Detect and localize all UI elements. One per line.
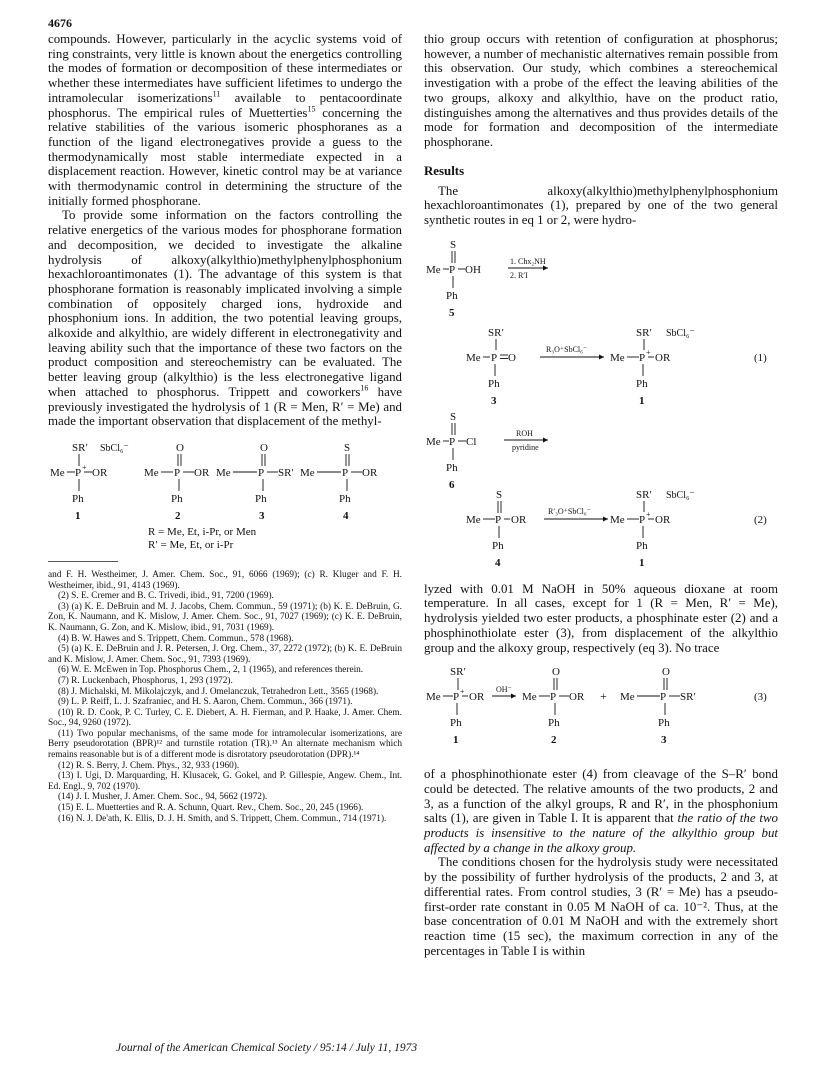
svg-text:OR: OR [194, 466, 210, 479]
svg-text:5: 5 [449, 306, 455, 319]
reference-item: and F. H. Westheimer, J. Amer. Chem. Soc., 91, 6066 (1969); (c) R. Kluger and F. H. Westheimer, ibid., 91, 4143 (1969). [48, 569, 402, 591]
svg-text:2: 2 [175, 509, 181, 522]
svg-text:P: P [639, 513, 646, 526]
svg-text:SR′: SR′ [680, 691, 696, 704]
eq2-reagent-1: ROH [516, 428, 533, 438]
eq1-reagent-2: 2. R′I [510, 270, 528, 280]
svg-text:S: S [496, 488, 503, 501]
svg-text:Me: Me [216, 466, 231, 479]
svg-text:O: O [176, 441, 184, 454]
structure-4 [300, 442, 378, 522]
svg-text:1: 1 [639, 556, 645, 569]
svg-text:Ph: Ph [636, 539, 648, 552]
left-paragraph-2: To provide some information on the factors controlling the relative energetics of the various modes for phosphorane formation and decomposition, we decided to investigate the alkaline hydrolysis of alkoxy(alkylthio)methylphenylphosphonium hexachloroantimonates (1). The advantage of this system is that phosphorane formation is reasonably implicated involving a simple combination of oppositely charged ions, hydroxide and phosphonium ions. In addition, the two potential leaving groups, alkoxide and alkylthio, are widely different in electronegativity and leaving ability such that the importance of these two factors on the product composition and stereochemistry can be evaluated. The better leaving group (alkylthio) is the less electronegative ligand when attached to phosphorus. Trippett and coworkers$^{16}$ have previously investigated the hydrolysis of 1 (R = Men, R′ = Me) and made the important observation that displacement of the methyl- [48, 208, 403, 429]
compound-2-eq3 [522, 666, 585, 746]
svg-text:6: 6 [449, 478, 455, 491]
reference-item: (16) N. J. De'ath, K. Ellis, D. J. H. Smith, and S. Trippett, Chem. Commun., 714 (1971). [58, 813, 387, 824]
svg-text:SR′: SR′ [488, 326, 504, 339]
svg-text:P: P [491, 351, 498, 364]
compound-1-eq3 [426, 666, 485, 746]
svg-text:Ph: Ph [548, 717, 560, 730]
svg-text:Ph: Ph [636, 377, 648, 390]
svg-text:Me: Me [620, 691, 635, 704]
svg-text:Ph: Ph [450, 717, 462, 730]
eq3-plus: + [600, 689, 607, 704]
eq2-number: (2) [754, 513, 767, 526]
svg-text:P: P [342, 466, 349, 479]
svg-text:Me: Me [426, 691, 441, 704]
structure-3 [216, 442, 294, 522]
reference-item: (2) S. E. Cremer and B. C. Trivedi, ibid., 91, 7200 (1969). [58, 591, 274, 602]
svg-text:OR: OR [469, 691, 485, 704]
svg-text:OR: OR [655, 351, 671, 364]
svg-text:P: P [449, 263, 456, 276]
svg-text:Me: Me [426, 435, 441, 448]
reference-item: (14) J. I. Musher, J. Amer. Chem. Soc., 94, 5662 (1972). [58, 792, 268, 803]
structure-legend-r: R = Me, Et, i-Pr, or Men [148, 525, 257, 538]
svg-text:+: + [82, 462, 87, 472]
results-heading: Results [424, 163, 465, 178]
svg-text:P: P [174, 466, 181, 479]
right-paragraph-4: of a phosphinothionate ester (4) from cleavage of the S–R′ bond could be detected. The relative amounts of the two products, 2 and 3, as a function of the alkyl groups, R and R′, in the phosphonium salts (1), are given in Table I. It is apparent that the ratio of the two products is insensitive to the nature of the alkylthio group but affected by a change in the alkoxy group. [424, 767, 778, 855]
svg-text:2: 2 [551, 734, 557, 747]
svg-text:+: + [646, 347, 651, 357]
references [48, 570, 402, 824]
right-paragraph-3: lyzed with 0.01 M NaOH in 50% aqueous dioxane at room temperature. In all cases, except for 1 (R = Men, R′ = Me), hydrolysis yielded two ester products, a phosphinate ester (2) and a phosphinothiolate ester (3), from displacement of the alkylthio group and the alkoxy group, respectively (eq 3). No trace [424, 581, 778, 655]
svg-text:P: P [258, 466, 265, 479]
svg-text:P: P [495, 513, 502, 526]
svg-text:S: S [344, 441, 351, 454]
reference-item: (7) R. Luckenbach, Phosphorus, 1, 293 (1972). [58, 675, 233, 686]
svg-text:3: 3 [491, 394, 497, 407]
svg-text:P: P [660, 691, 667, 704]
svg-text:OR: OR [92, 466, 108, 479]
eq3-number: (3) [754, 691, 767, 704]
svg-text:Ph: Ph [446, 461, 458, 474]
svg-text:P: P [449, 435, 456, 448]
svg-text:Me: Me [610, 351, 625, 364]
compound-1-eq1 [610, 327, 695, 407]
svg-text:P: P [639, 351, 646, 364]
reference-item: (9) L. P. Reiff, L. J. Szafraniec, and H. S. Aaron, Chem. Commun., 366 (1971). [58, 697, 353, 708]
svg-text:SR′: SR′ [72, 441, 88, 454]
svg-text:SR′: SR′ [278, 466, 294, 479]
svg-text:S: S [450, 238, 457, 251]
compound-3-eq3 [620, 666, 696, 746]
eq2-reagent: R′₃O⁺SbCl₆⁻ [548, 506, 591, 516]
equations-1-2 [424, 236, 778, 576]
structure-legend-r-prime: R′ = Me, Et, or i-Pr [148, 538, 234, 551]
svg-text:O: O [662, 666, 670, 679]
structure-2 [144, 442, 210, 522]
svg-text:SbCl₆⁻: SbCl₆⁻ [666, 327, 695, 339]
svg-text:Ph: Ph [488, 377, 500, 390]
svg-text:SbCl₆⁻: SbCl₆⁻ [666, 489, 695, 501]
svg-text:O: O [260, 441, 268, 454]
svg-text:O: O [552, 666, 560, 679]
reference-item: (13) I. Ugi, D. Marquarding, H. Klusacek, G. Gokel, and P. Gillespie, Angew. Chem., Int. Ed. Engl., 9, 702 (1970). [48, 771, 402, 792]
right-paragraph-2: The alkoxy(alkylthio)methylphenylphosphonium hexachloroantimonates (1), prepared by one of the two general synthetic routes in eq 1 or 2, were hydro- [424, 183, 778, 228]
svg-text:+: + [646, 509, 651, 519]
right-paragraph-1: thio group occurs with retention of configuration at phosphorus; however, a number of mechanistic alternatives remain possible from this observation. Our study, which combines a stereochemical investigation with a probe of the effect the leaving abilities of the two groups, alkoxy and alkylthio, have on the product ratio, distinguishes among the alternatives and thus provides details of the mode for formation and decomposition of the intermediate phosphorane. [424, 32, 778, 149]
svg-text:SR′: SR′ [636, 488, 652, 501]
structures-1-4 [48, 439, 402, 551]
compound-5 [426, 239, 481, 319]
svg-text:4: 4 [495, 556, 501, 569]
svg-text:Cl: Cl [466, 435, 477, 448]
reference-item: (15) E. L. Muetterties and R. A. Schunn, Quart. Rev., Chem. Soc., 20, 245 (1966). [58, 803, 364, 814]
svg-text:P: P [550, 691, 557, 704]
svg-text:1: 1 [639, 394, 645, 407]
svg-text:Me: Me [50, 466, 65, 479]
svg-text:SR′: SR′ [636, 326, 652, 339]
svg-text:Ph: Ph [492, 539, 504, 552]
svg-text:OR: OR [655, 513, 671, 526]
eq1-number: (1) [754, 351, 767, 364]
reference-item: (11) Two popular mechanisms, of the same mode for intramolecular isomerizations, are Berry pseudorotation (BPR)¹² and turnstile rotation (TR).¹³ An alternate mechanism which remains reasonable but is of a different mode is disrotatory pseudorotation (DPR).¹⁴ [48, 728, 402, 761]
svg-text:3: 3 [661, 734, 667, 747]
svg-text:O: O [508, 351, 516, 364]
svg-text:S: S [450, 410, 457, 423]
svg-text:Ph: Ph [171, 492, 183, 505]
svg-text:OR: OR [511, 513, 527, 526]
svg-text:Ph: Ph [658, 717, 670, 730]
svg-text:1: 1 [453, 734, 459, 747]
eq1-reagent-1: 1. Chx₂NH [510, 256, 546, 266]
svg-text:SbCl₆⁻: SbCl₆⁻ [100, 442, 129, 454]
compound-6 [426, 411, 476, 491]
svg-text:+: + [460, 687, 465, 697]
eq1-reagent: R₃O⁺SbCl₆⁻ [546, 344, 588, 354]
reference-item: (5) (a) K. E. DeBruin and J. R. Petersen, J. Org. Chem., 37, 2272 (1972); (b) K. E. DeBruin and K. Mislow, J. Amer. Chem. Soc., 91, 7393 (1969). [48, 644, 402, 665]
reference-item: (12) R. S. Berry, J. Chem. Phys., 32, 933 (1960). [58, 760, 240, 771]
svg-text:Me: Me [466, 351, 481, 364]
page-number: 4676 [48, 16, 72, 30]
svg-text:3: 3 [259, 509, 265, 522]
reference-item: (10) R. D. Cook, P. C. Turley, C. E. Diebert, A. H. Fierman, and P. Haake, J. Amer. Chem. Soc., 94, 9260 (1972). [48, 707, 402, 729]
svg-text:OH: OH [465, 263, 481, 276]
reference-item: (8) J. Michalski, M. Mikolajczyk, and J. Omelanczuk, Tetrahedron Lett., 3565 (1968). [58, 686, 379, 697]
eq3-reagent: OH⁻ [496, 685, 512, 695]
svg-text:Me: Me [426, 263, 441, 276]
svg-text:Me: Me [610, 513, 625, 526]
compound-4-eq2 [466, 489, 527, 569]
reference-item: (3) (a) K. E. DeBruin and M. J. Jacobs, Chem. Commun., 59 (1971); (b) K. E. DeBruin, G. Zon, K. Naumann, and K. Mislow, J. Amer. Chem. Soc., 91, 7027 (1969); (c) K. E. DeBruin, K. Naumann, G. Zon, and K. Mislow, ibid., 91, 7031 (1969). [48, 601, 402, 633]
svg-text:Ph: Ph [339, 492, 351, 505]
svg-text:SR′: SR′ [450, 666, 466, 679]
reference-item: (4) B. W. Hawes and S. Trippett, Chem. Commun., 578 (1968). [58, 633, 294, 644]
left-paragraph-1: compounds. However, particularly in the acyclic systems void of ring constraints, very little is known about the energetics controlling the modes of formation or decomposition of these intermediates or whether these intermediates have sufficient lifetimes to undergo the intramolecular isomerizations$^{11}$ available to pentacoordinate phosphorus. The empirical rules of Muetterties$^{15}$ concerning the relative stabilities of the various isomeric phosphoranes as a function of the ligand electronegatives provide a guess to the thermodynamically most stable intermediate expected in a displacement reaction. However, kinetic control may be at variance with thermodynamic control in determining the structure of the initially formed phosphorane. [48, 32, 402, 208]
svg-text:Ph: Ph [72, 492, 84, 505]
svg-text:Me: Me [300, 466, 315, 479]
svg-text:Me: Me [144, 466, 159, 479]
equation-3 [424, 663, 778, 763]
svg-text:Ph: Ph [446, 289, 458, 302]
svg-text:Me: Me [522, 691, 537, 704]
svg-text:OR: OR [569, 691, 585, 704]
footnote-divider [48, 561, 118, 562]
right-paragraph-5: The conditions chosen for the hydrolysis study were necessitated by the possibility of further hydrolysis of the products, 2 and 3, at differential rates. From control studies, 3 (R′ = Me) has a pseudo-first-order rate constant in 0.05 M NaOH of ca. 10⁻². Thus, at the base concentration of 0.01 M NaOH and with the extremely short reaction time (15 sec), the maximum correction in any of the percentages in Table I is within [424, 855, 778, 958]
svg-text:P: P [75, 466, 82, 479]
compound-1-eq2 [610, 489, 695, 569]
structure-1 [50, 442, 129, 522]
svg-text:1: 1 [75, 509, 81, 522]
svg-text:Me: Me [466, 513, 481, 526]
svg-text:P: P [453, 691, 460, 704]
right-column [424, 32, 778, 958]
left-column [48, 32, 402, 824]
svg-text:4: 4 [343, 509, 349, 522]
svg-text:Ph: Ph [255, 492, 267, 505]
reference-item: (6) W. E. McEwen in Top. Phosphorus Chem., 2, 1 (1965), and references therein. [58, 665, 364, 676]
compound-3-eq1 [466, 327, 516, 407]
svg-text:OR: OR [362, 466, 378, 479]
journal-footer: Journal of the American Chemical Society / 95:14 / July 11, 1973 [116, 1042, 418, 1054]
eq2-reagent-2: pyridine [512, 442, 539, 452]
